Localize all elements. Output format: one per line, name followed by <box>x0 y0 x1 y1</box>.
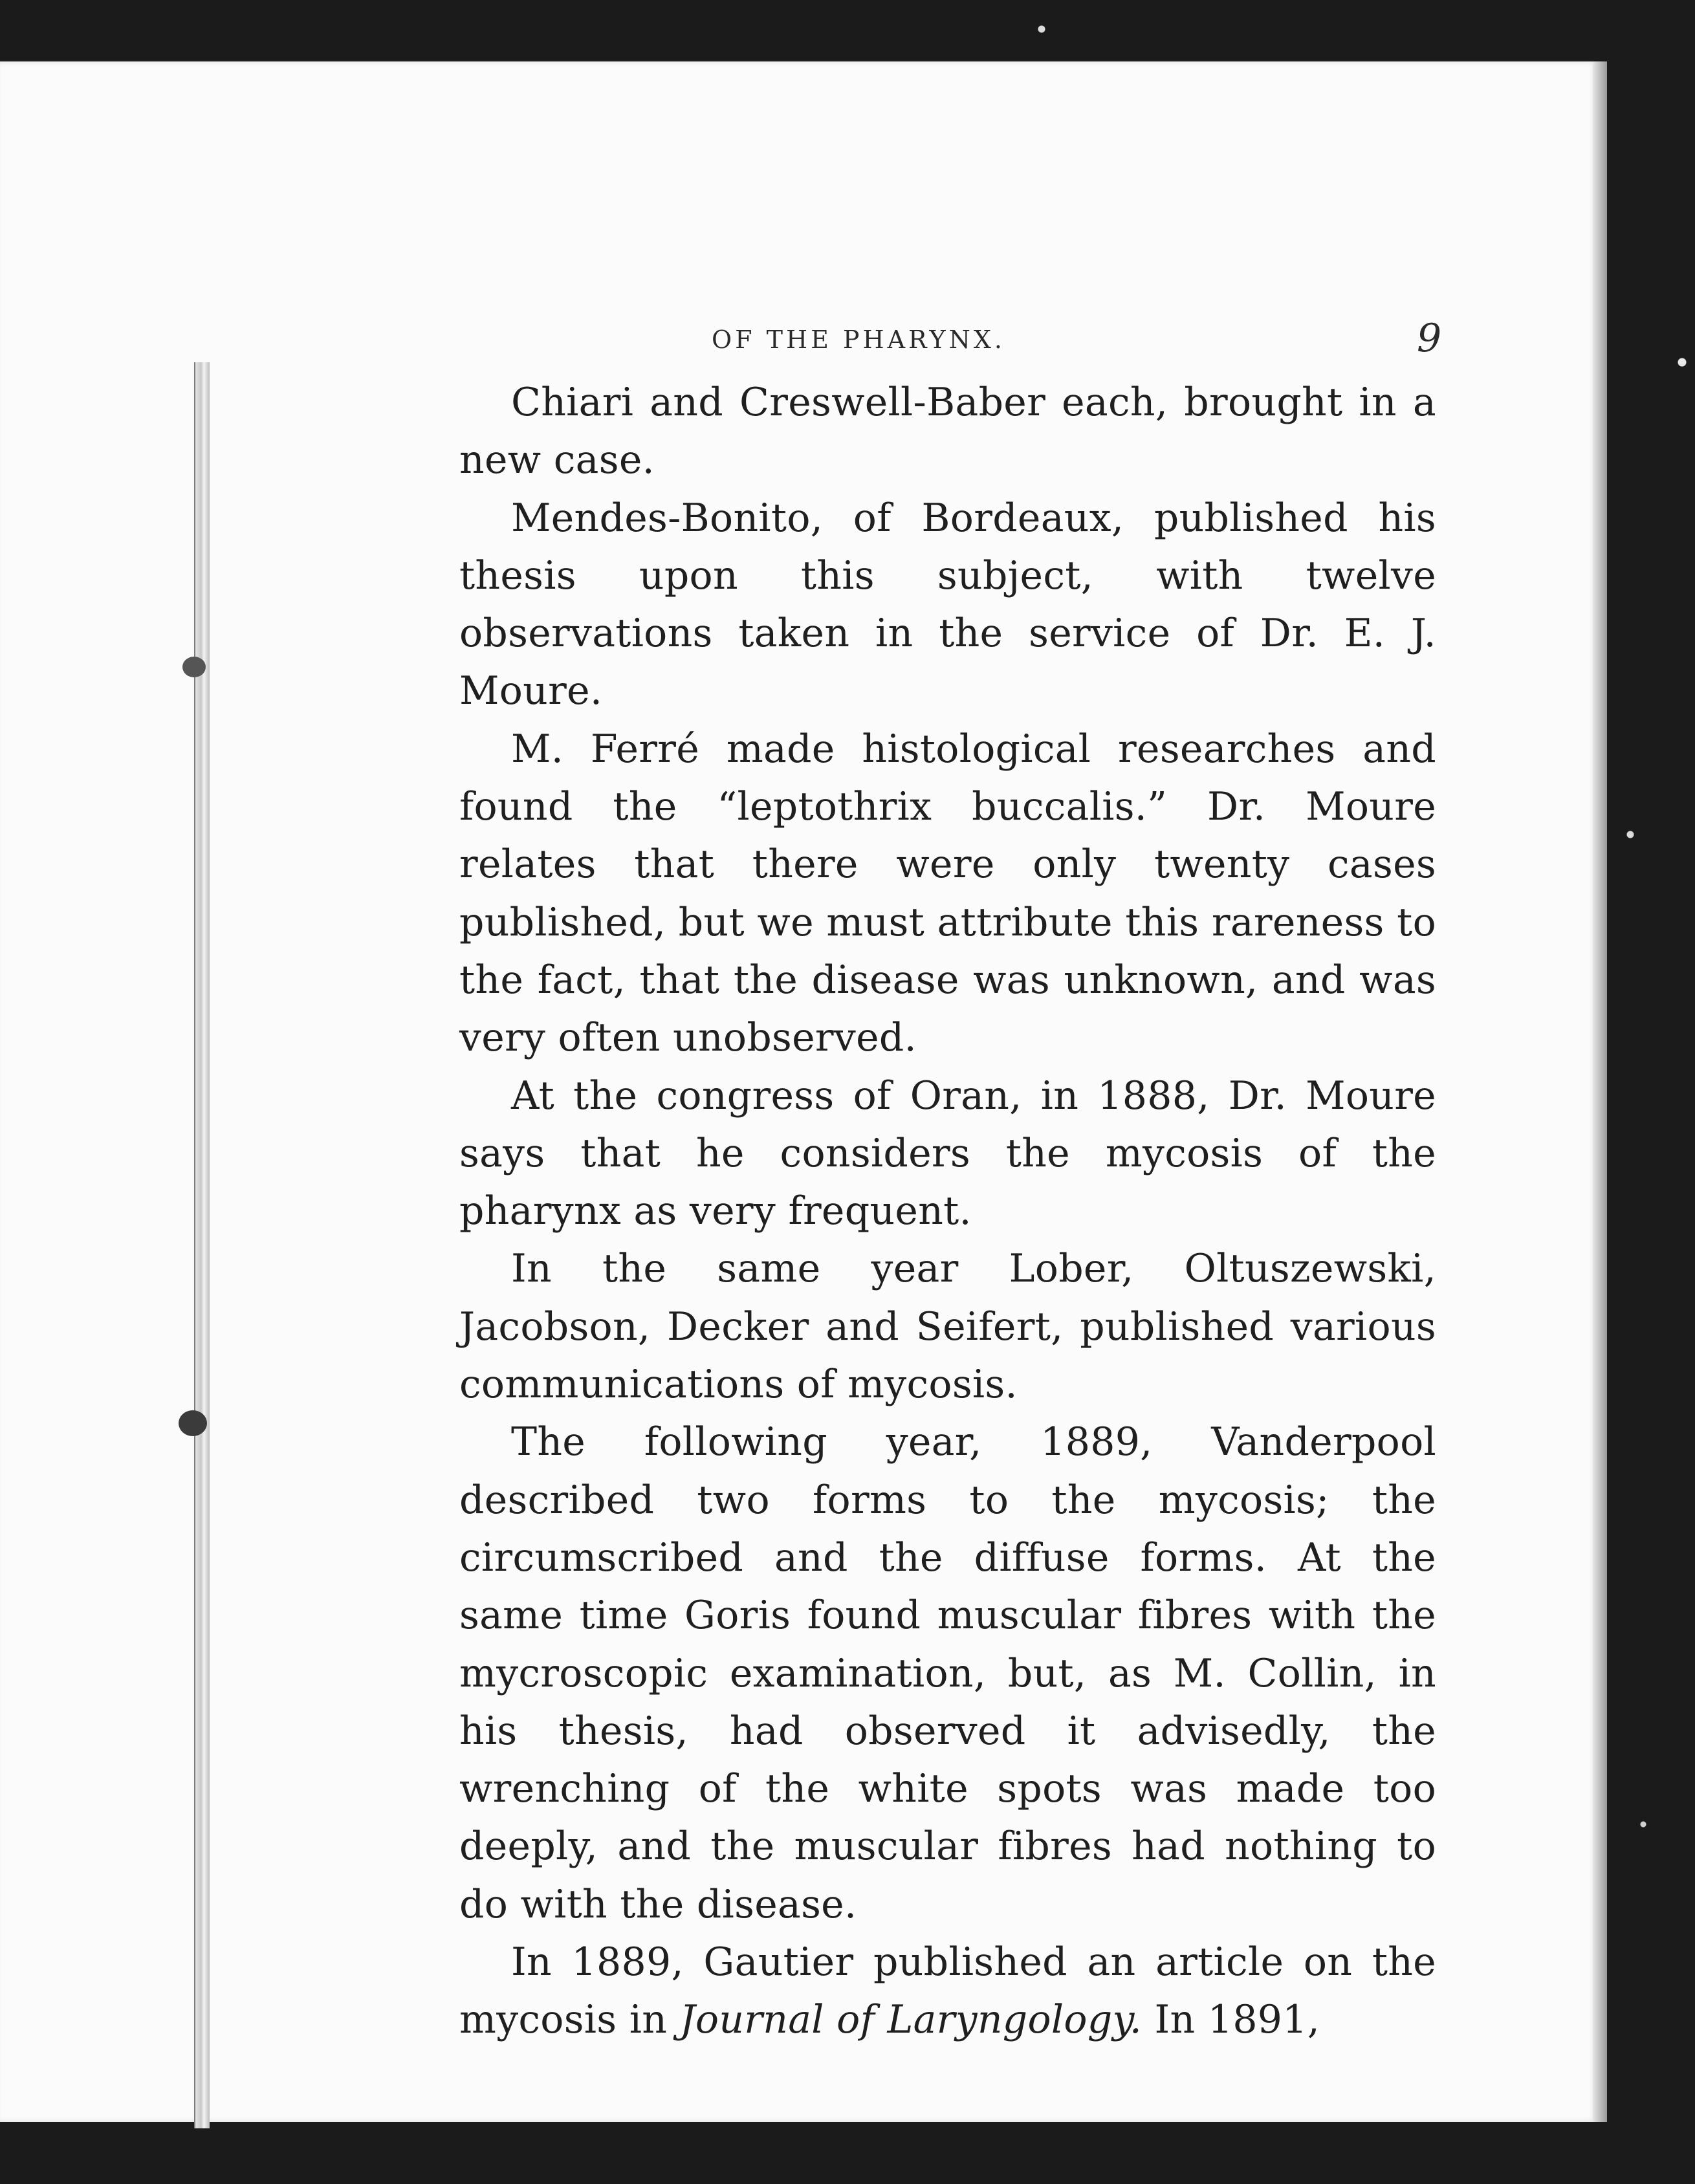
paragraph <box>459 1934 1436 2049</box>
page-number: 9 <box>1417 316 1442 361</box>
running-head: OF THE PHARYNX. <box>712 325 1005 354</box>
paragraph-text: In 1889, Gautier published an article on the mycosis in <box>459 1939 1436 2043</box>
paragraph: The following year, 1889, Vanderpool described two forms to the mycosis; the circumscribed and the diffuse forms. At the same time Goris found muscular fibres with the mycroscopic examination, but, as M. Collin, in his thesis, had observed it advisedly, the wrenching of the white spots was made too deeply, and the muscular fibres had nothing to do with the disease. <box>459 1419 1436 1927</box>
binding-knot <box>179 1410 207 1436</box>
page-edge <box>1593 61 1607 2122</box>
paragraph: At the congress of Oran, in 1888, Dr. Moure says that he considers the mycosis of the pharynx as very frequent. <box>459 1073 1436 1234</box>
paragraph: In the same year Lober, Oltuszewski, Jacobson, Decker and Seifert, published various communications of mycosis. <box>459 1246 1436 1408</box>
paragraph-text: In 1891, <box>1142 1997 1320 2043</box>
paragraph: Mendes-Bonito, of Bordeaux, published his thesis upon this subject, with twelve observations taken in the service of Dr. E. J. Moure. <box>459 495 1436 714</box>
body-text <box>459 374 1436 2049</box>
paragraph: Chiari and Creswell-Baber each, brought in a new case. <box>459 380 1436 483</box>
binding-thread <box>194 362 210 2128</box>
paragraph: M. Ferré made histological researches and found the “leptothrix buccalis.” Dr. Moure relates that there were only twenty cases published, but we must attribute this rareness to the fact, that the disease was unknown, and was very often unobserved. <box>459 726 1436 1061</box>
binding-knot <box>182 657 206 677</box>
journal-title: Journal of Laryngology. <box>679 1997 1143 2043</box>
